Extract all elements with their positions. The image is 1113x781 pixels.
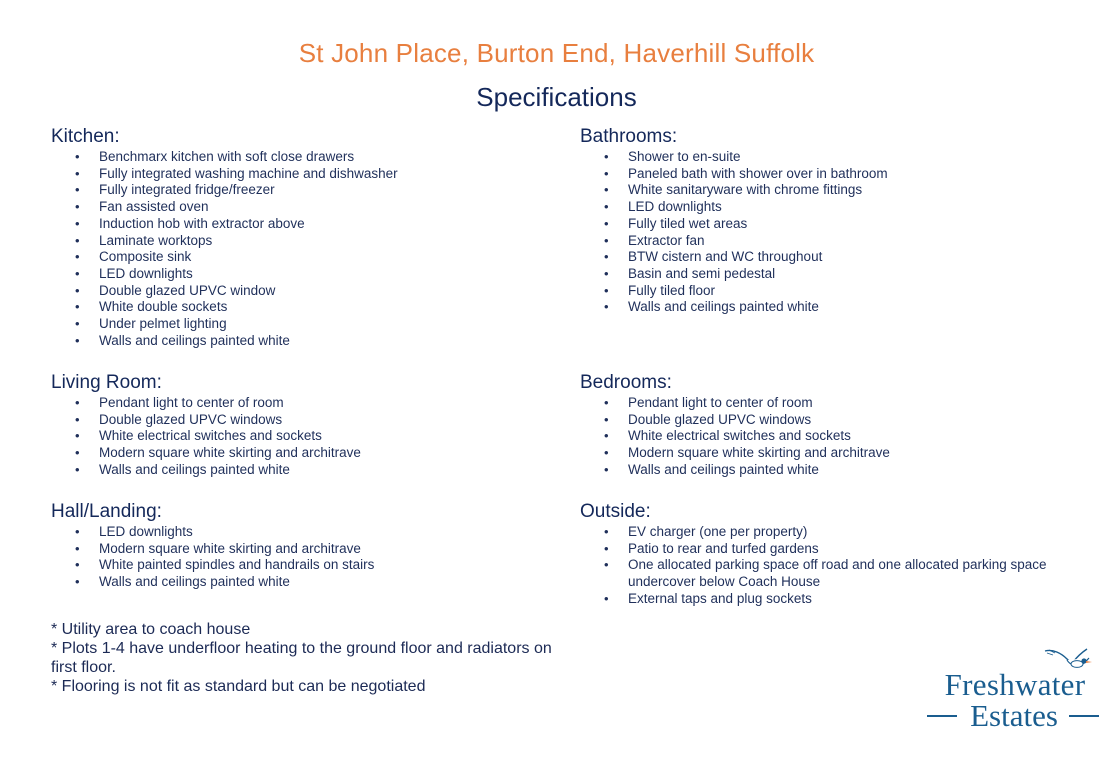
list-item: • Paneled bath with shower over in bathroom (580, 166, 1090, 183)
list-item: • LED downlights (51, 524, 551, 541)
list-item: • External taps and plug sockets (580, 591, 1090, 608)
footnote: * Utility area to coach house (51, 621, 251, 638)
list-item: • Double glazed UPVC windows (580, 412, 1090, 429)
list-item: • Double glazed UPVC window (51, 283, 551, 300)
logo-word-estates: Estates (970, 698, 1058, 733)
bathrooms-section (580, 126, 1090, 316)
list-item: • White painted spindles and handrails on stairs (51, 557, 551, 574)
bathrooms-list (580, 149, 1090, 316)
logo-rule-right (1069, 715, 1099, 717)
outside-list (580, 524, 1090, 608)
living-room-section (51, 372, 551, 479)
list-item: • Under pelmet lighting (51, 316, 551, 333)
list-item: • White double sockets (51, 299, 551, 316)
footnote: * Flooring is not fit as standard but can be negotiated (51, 678, 426, 695)
list-item: • Shower to en-suite (580, 149, 1090, 166)
list-item: • LED downlights (580, 199, 1090, 216)
living-room-heading: Living Room: (51, 372, 162, 393)
bathrooms-heading: Bathrooms: (580, 126, 678, 147)
list-item: • Walls and ceilings painted white (580, 299, 1090, 316)
list-item: • Fully integrated fridge/freezer (51, 182, 551, 199)
footnotes (51, 620, 561, 696)
hall-landing-heading: Hall/Landing: (51, 501, 162, 522)
list-item: • Induction hob with extractor above (51, 216, 551, 233)
kitchen-heading: Kitchen: (51, 126, 120, 147)
list-item: • Modern square white skirting and architrave (51, 541, 551, 558)
hall-landing-list (51, 524, 551, 591)
list-item: • Pendant light to center of room (51, 395, 551, 412)
list-item: • Fully tiled wet areas (580, 216, 1090, 233)
list-item: • Double glazed UPVC windows (51, 412, 551, 429)
logo-word-freshwater: Freshwater (944, 667, 1086, 702)
list-item: • Walls and ceilings painted white (51, 462, 551, 479)
page-subtitle: Specifications (476, 82, 637, 112)
logo-word-row (925, 698, 1103, 732)
list-item: • Patio to rear and turfed gardens (580, 541, 1090, 558)
list-item: • Basin and semi pedestal (580, 266, 1090, 283)
logo-rule-left (927, 715, 957, 717)
list-item: • Extractor fan (580, 233, 1090, 250)
kitchen-list (51, 149, 551, 349)
list-item: • Walls and ceilings painted white (580, 462, 1090, 479)
list-item: • BTW cistern and WC throughout (580, 249, 1090, 266)
page-title: St John Place, Burton End, Haverhill Suffolk (298, 38, 815, 68)
kitchen-section (51, 126, 551, 349)
list-item: • Benchmarx kitchen with soft close drawers (51, 149, 551, 166)
bedrooms-heading: Bedrooms: (580, 372, 672, 393)
list-item: • Walls and ceilings painted white (51, 574, 551, 591)
bedrooms-list (580, 395, 1090, 479)
list-item: • Walls and ceilings painted white (51, 333, 551, 350)
footnote: * Plots 1-4 have underfloor heating to the ground floor and radiators on first floor. (51, 640, 552, 676)
list-item: • Modern square white skirting and architrave (51, 445, 551, 462)
list-item: • Fan assisted oven (51, 199, 551, 216)
list-item: • Modern square white skirting and architrave (580, 445, 1090, 462)
list-item: • LED downlights (51, 266, 551, 283)
list-item: • White electrical switches and sockets (580, 428, 1090, 445)
list-item: • Composite sink (51, 249, 551, 266)
list-item: • Pendant light to center of room (580, 395, 1090, 412)
freshwater-estates-logo (925, 645, 1103, 735)
list-item: • EV charger (one per property) (580, 524, 1090, 541)
outside-heading: Outside: (580, 501, 651, 522)
list-item: • White sanitaryware with chrome fittings (580, 182, 1090, 199)
list-item: • Fully integrated washing machine and dishwasher (51, 166, 551, 183)
bedrooms-section (580, 372, 1090, 479)
outside-section (580, 501, 1090, 608)
hall-landing-section (51, 501, 551, 591)
list-item: • One allocated parking space off road and one allocated parking space undercover below Coach House (580, 557, 1090, 590)
list-item: • Laminate worktops (51, 233, 551, 250)
list-item: • Fully tiled floor (580, 283, 1090, 300)
list-item: • White electrical switches and sockets (51, 428, 551, 445)
living-room-list (51, 395, 551, 479)
